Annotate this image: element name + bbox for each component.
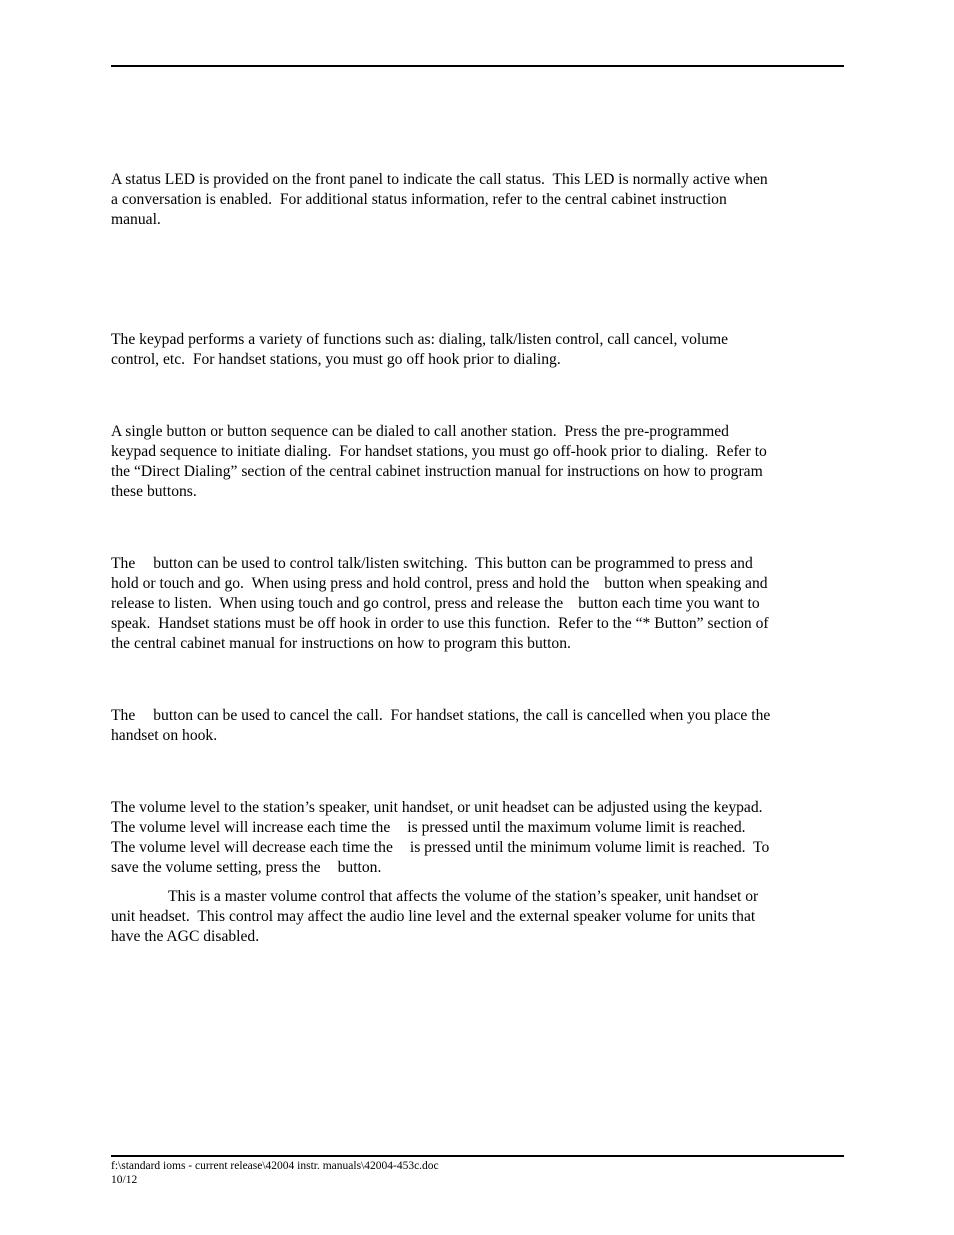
text-segment: The [111,555,136,572]
talk-listen-paragraph [111,554,844,654]
text-line [111,838,844,858]
text-line [111,706,844,726]
text-line: the central cabinet manual for instructions on how to program this button. [111,635,571,652]
text-line: A single button or button sequence can be dialed to call another station. Press the pre-programmed [111,423,729,440]
text-line: these buttons. [111,483,197,500]
text-line: speak. Handset stations must be off hook in order to use this function. Refer to the “* Button” section of [111,615,769,632]
text-segment: release to listen. When using touch and go control, press and release the [111,595,564,612]
text-line: A status LED is provided on the front panel to indicate the call status. This LED is normally active when [111,171,768,188]
text-segment: button when speaking and [604,575,768,592]
text-segment: is pressed until the maximum volume limit is reached. [407,819,746,836]
text-line: The volume level to the station’s speaker, unit handset, or unit headset can be adjusted using the keypad. [111,799,763,816]
dialing-paragraph [111,422,844,502]
text-line [111,594,844,614]
text-segment: is pressed until the minimum volume limit is reached. To [409,839,770,856]
text-segment: button can be used to control talk/listen switching. This button can be programmed to press and [153,555,753,572]
header-rule [111,65,844,67]
text-segment: The [111,707,136,724]
text-line: control, etc. For handset stations, you must go off hook prior to dialing. [111,351,561,368]
keypad-paragraph [111,330,844,370]
text-segment: button. [337,859,382,876]
text-line: the “Direct Dialing” section of the central cabinet instruction manual for instructions on how to program [111,463,763,480]
text-line [111,818,844,838]
text-line: unit headset. This control may affect the audio line level and the external speaker volume for units that [111,908,756,925]
text-line: manual. [111,211,161,228]
text-segment: The volume level will decrease each time the [111,839,393,856]
cancel-paragraph [111,706,844,746]
note-paragraph [111,887,844,947]
footer-rule [111,1155,844,1157]
text-line: have the AGC disabled. [111,928,260,945]
status-led-paragraph [111,170,844,230]
text-segment: The volume level will increase each time the [111,819,391,836]
text-line: The keypad performs a variety of functions such as: dialing, talk/listen control, call cancel, volume [111,331,729,348]
text-line: a conversation is enabled. For additional status information, refer to the central cabinet instruction [111,191,727,208]
footer-file-path: f:\standard ioms - current release\42004 instr. manuals\42004-453c.doc [111,1160,439,1172]
text-line [111,554,844,574]
text-line [111,574,844,594]
text-line: handset on hook. [111,727,218,744]
text-line: This is a master volume control that affects the volume of the station’s speaker, unit handset or [168,888,759,905]
text-segment: button can be used to cancel the call. For handset stations, the call is cancelled when you place the [153,707,771,724]
text-segment: save the volume setting, press the [111,859,321,876]
text-segment: hold or touch and go. When using press and hold control, press and hold the [111,575,590,592]
footer [111,1159,439,1187]
footer-date: 10/12 [111,1174,138,1186]
text-line [111,858,844,878]
text-segment: button each time you want to [578,595,760,612]
text-line: keypad sequence to initiate dialing. For handset stations, you must go off-hook prior to dialing. Refer to [111,443,767,460]
volume-paragraph [111,798,844,878]
